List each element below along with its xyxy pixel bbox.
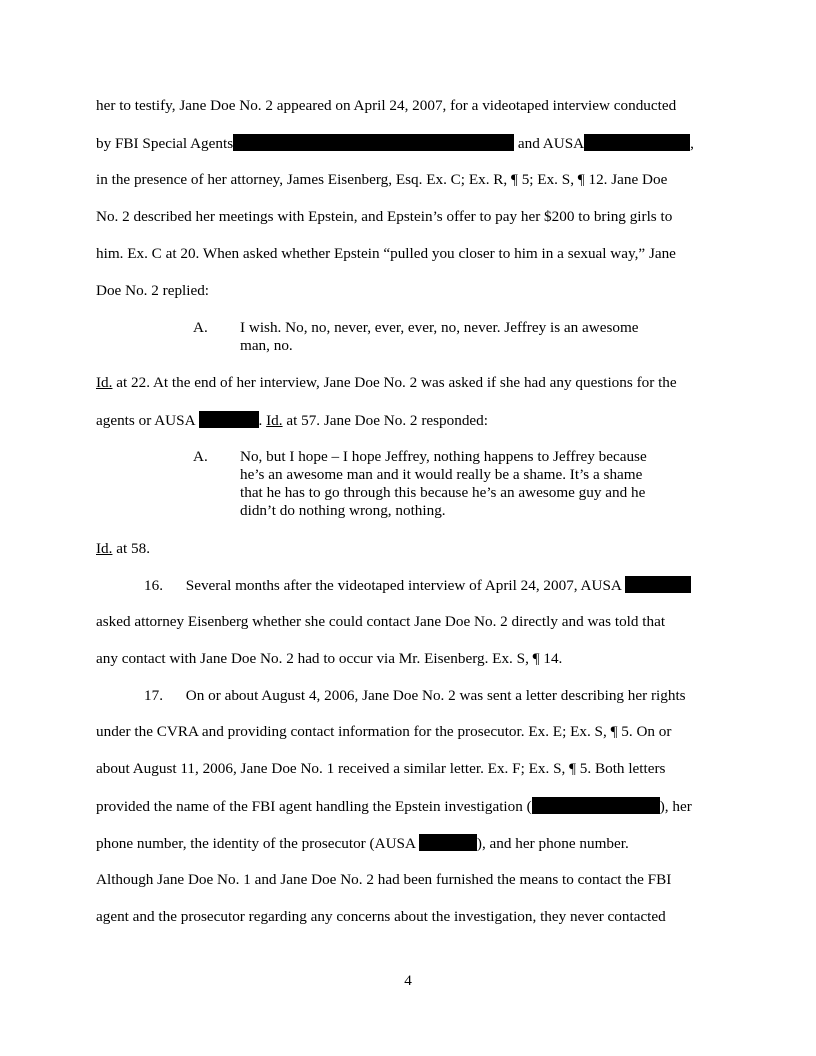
redaction-block: [419, 834, 477, 851]
quote-line: I wish. No, no, never, ever, ever, no, never. Jeffrey is an awesome: [240, 319, 639, 336]
text-segment: at 57. Jane Doe No. 2 responded:: [282, 412, 488, 429]
quote-label: A.: [193, 448, 208, 465]
citation: Id.: [96, 540, 113, 557]
text-segment: ), her: [659, 798, 692, 815]
quote-line: man, no.: [240, 337, 293, 354]
text-line: any contact with Jane Doe No. 2 had to occur via Mr. Eisenberg. Ex. S, ¶ 14.: [96, 650, 563, 667]
citation: Id.: [266, 412, 283, 429]
text-line: [96, 134, 694, 153]
text-segment: 16. Several months after the videotaped interview of April 24, 2007, AUSA: [144, 577, 622, 594]
text-line: [96, 540, 150, 558]
text-line: [96, 834, 629, 853]
text-segment: .: [258, 412, 267, 429]
text-line: in the presence of her attorney, James Eisenberg, Esq. Ex. C; Ex. R, ¶ 5; Ex. S, ¶ 12. Jane Doe: [96, 171, 668, 188]
text-segment: phone number, the identity of the prosecutor (AUSA: [96, 835, 419, 852]
quote-line: didn’t do nothing wrong, nothing.: [240, 502, 446, 519]
redaction-block: [625, 576, 691, 593]
text-line: [96, 374, 677, 392]
text-line: him. Ex. C at 20. When asked whether Epstein “pulled you closer to him in a sexual way,” Jane: [96, 245, 676, 262]
text-line: agent and the prosecutor regarding any concerns about the investigation, they never contacted: [96, 908, 666, 925]
text-segment: and AUSA: [517, 135, 585, 152]
text-line: about August 11, 2006, Jane Doe No. 1 received a similar letter. Ex. F; Ex. S, ¶ 5. Both letters: [96, 760, 666, 777]
redaction-block: [584, 134, 690, 151]
quote-line: No, but I hope – I hope Jeffrey, nothing happens to Jeffrey because: [240, 448, 647, 465]
text-segment: by FBI Special Agents: [96, 135, 234, 152]
text-line: her to testify, Jane Doe No. 2 appeared on April 24, 2007, for a videotaped interview conducted: [96, 97, 677, 114]
text-segment: at 22. At the end of her interview, Jane Doe No. 2 was asked if she had any questions for the: [112, 374, 677, 391]
text-line: [96, 797, 692, 816]
text-line: asked attorney Eisenberg whether she could contact Jane Doe No. 2 directly and was told that: [96, 613, 666, 630]
citation: Id.: [96, 374, 113, 391]
text-line: Although Jane Doe No. 1 and Jane Doe No. 2 had been furnished the means to contact the FBI: [96, 871, 672, 888]
text-line: [96, 411, 488, 430]
paragraph-16-line: [144, 576, 691, 595]
text-segment: agents or AUSA: [96, 412, 199, 429]
text-segment: ,: [690, 135, 694, 152]
quote-label: A.: [193, 319, 208, 336]
text-segment: at 58.: [112, 540, 150, 557]
text-segment: ), and her phone number.: [476, 835, 629, 852]
quote-line: that he has to go through this because he’s an awesome guy and he: [240, 484, 646, 501]
text-line: No. 2 described her meetings with Epstein, and Epstein’s offer to pay her $200 to bring girls to: [96, 208, 673, 225]
redaction-block: [199, 411, 259, 428]
quote-line: he’s an awesome man and it would really be a shame. It’s a shame: [240, 466, 643, 483]
redaction-block: [233, 134, 514, 151]
redaction-block: [532, 797, 660, 814]
text-segment: provided the name of the FBI agent handling the Epstein investigation (: [96, 798, 532, 815]
paragraph-17-line: 17. On or about August 4, 2006, Jane Doe No. 2 was sent a letter describing her rights: [144, 687, 686, 704]
text-line: Doe No. 2 replied:: [96, 282, 210, 299]
text-line: under the CVRA and providing contact information for the prosecutor. Ex. E; Ex. S, ¶ 5. On or: [96, 723, 672, 740]
page-number: 4: [404, 972, 412, 989]
